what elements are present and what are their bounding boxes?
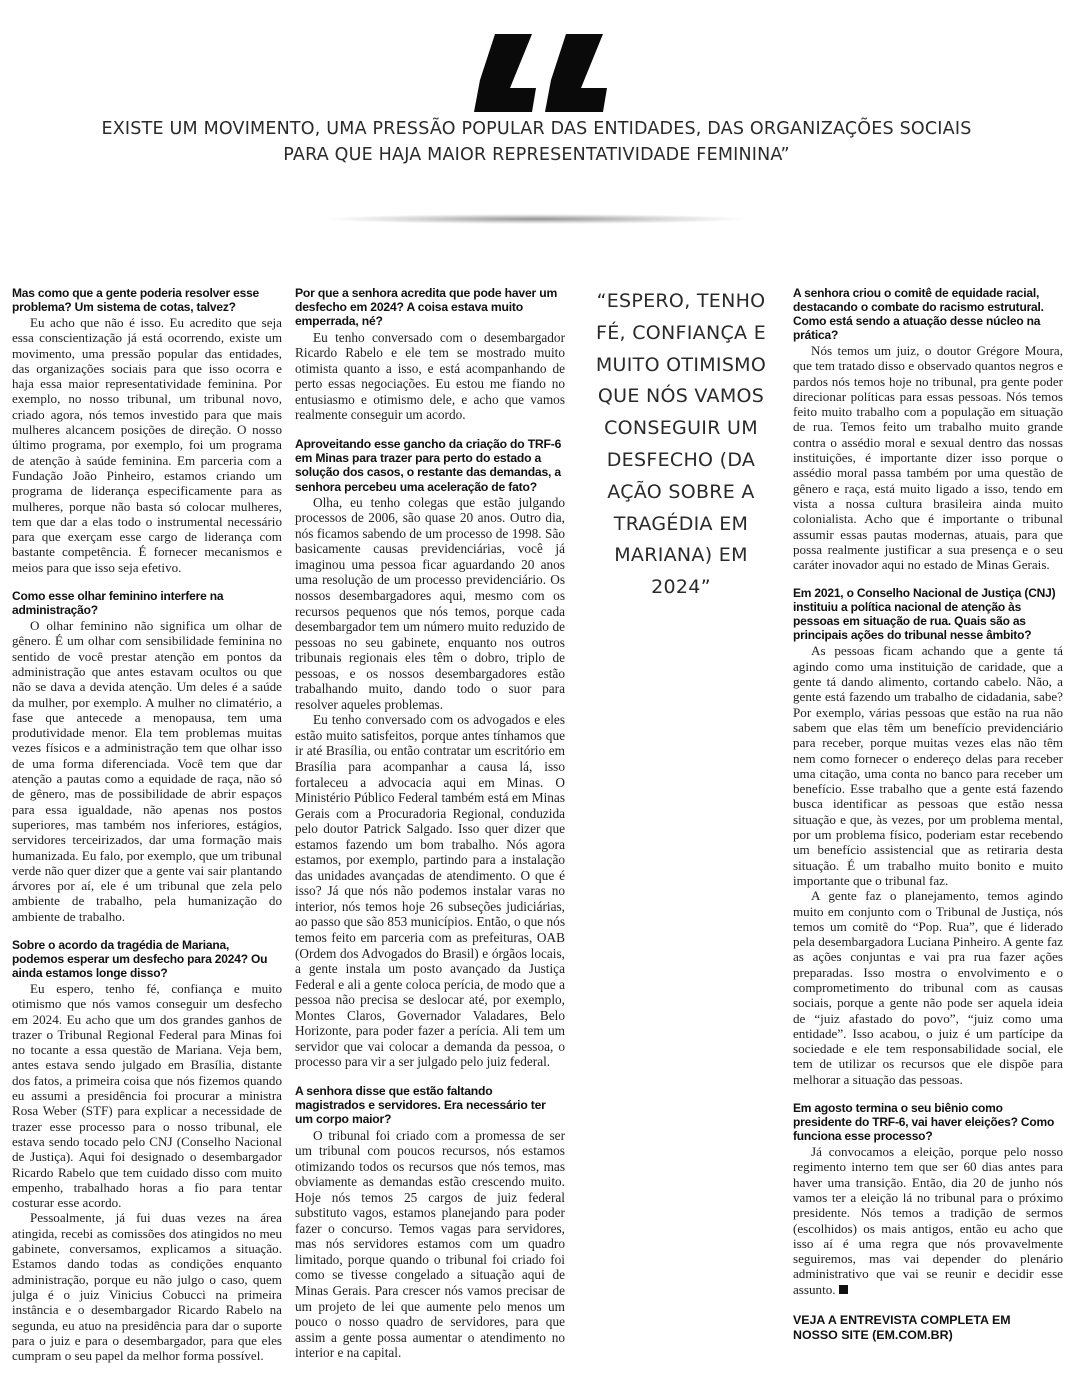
interview-answer-paragraph (295, 712, 565, 1070)
interview-question: Mas como que a gente poderia resolver esse problema? Um sistema de cotas, talvez? (12, 286, 260, 314)
interview-question: Sobre o acordo da tragédia de Mariana, podemos esperar um desfecho para 2024? Ou ainda estamos longe disso? (12, 937, 268, 980)
interview-answer-paragraph (793, 1144, 1063, 1297)
interview-question: Como esse olhar feminino interfere na administração? (12, 589, 224, 618)
interview-answer-paragraph (295, 495, 565, 713)
paragraph-gap (295, 423, 565, 437)
article-column-2 (295, 286, 565, 1361)
paragraph-gap (295, 1070, 565, 1084)
answer-text: Nós temos um juiz, o doutor Grégore Moura, que tem tratado disso e observado quantos negros e pardos nós temos hoje no tribunal, pra gente poder direcionar políticas para essas pessoas. Nós temos feito muito trabalho com a população em situação de rua. Temos feito um trabalho muito grande contra o assédio moral e sexual dentro das nossas instituições, é importante dizer isso porque o assédio moral passa também por uma questão de gênero e raça, está muito ligado a isso, tendo em vista a nossa cultura brasileira ainda muito colonialista. Acho que é importante o tribunal assumir essas pautas modernas, atuais, para que possa realmente justificar a sua presença e o seu caráter inovador aqui no estado de Minas Gerais. (793, 343, 1063, 573)
pull-quote-top (60, 116, 1013, 168)
interview-answer-paragraph (793, 343, 1063, 572)
interview-answer-paragraph (12, 618, 282, 924)
quotation-mark-glyph (474, 34, 607, 112)
answer-text: Olha, eu tenho colegas que estão julgando processos de 2006, são quase 20 anos. Outro dia, nós ficamos sabendo de um processo de 1998. São basicamente causas previdenciárias, você já imaginou uma pessoa ficar aguardando 20 anos uma resolução de um processo previdenciário. Os nossos desembargadores aqui, mesmo com os recursos pequenos que nós temos, porque cada desembargador tem um número muito reduzido de pessoas no seu gabinete, enquanto nos outros tribunais regionais eles têm o dobro, triplo de pessoas, e os nossos desembargadores estão trabalhando muito, dando todo o suor para resolver aqueles problemas. (295, 494, 565, 712)
end-of-article-icon (839, 1285, 848, 1294)
answer-text: Eu tenho conversado com o desembargador Ricardo Rabelo e ele tem se mostrado muito otimista quanto a isso, e está acompanhando de perto essas negociações. Eu estou me fiando no entusiasmo e otimismo dele, e acho que vamos realmente conseguir um acordo. (295, 329, 565, 423)
shadow-divider (330, 214, 743, 224)
site-note-line2: NOSSO SITE (EM.COM.BR) (793, 1328, 953, 1342)
interview-answer-paragraph (793, 888, 1063, 1087)
interview-question: Em agosto termina o seu biênio como presidente do TRF-6, vai haver eleições? Como funciona esse processo? (793, 1101, 1055, 1144)
site-note-line1: VEJA A ENTREVISTA COMPLETA EM (793, 1313, 1011, 1327)
pull-quote-side: “ESPERO, TENHO FÉ, CONFIANÇA E MUITO OTIMISMO QUE NÓS VAMOS CONSEGUIR UM DESFECHO (DA AÇÃO SOBRE A TRAGÉDIA EM MARIANA) EM 2024” (595, 290, 767, 599)
article-column-4 (793, 286, 1063, 1297)
answer-text: As pessoas ficam achando que a gente tá agindo como uma instituição de caridade, que a gente tá dando alimento, cortando cabelo. Não, a gente está fazendo um trabalho de cidadania, sabe? Por exemplo, várias pessoas que estão na rua não sabem que elas têm um benefício previdenciário para receber, porque muitas vezes elas não têm nem como fornecer o endereço delas para receber uma citação, uma conta no banco para receber um benefício. Esse trabalho que a gente está fazendo busca identificar as pessoas que estão nessa situação e que, às vezes, por um problema mental, por um problema físico, poderiam estar recebendo um benefício assistencial que as retiraria desta situação. É um trabalho muito bonito e muito importante que o tribunal faz. (793, 643, 1063, 888)
interview-answer-paragraph (295, 330, 565, 423)
site-note (793, 1313, 1053, 1343)
paragraph-gap (12, 924, 282, 938)
pull-quote-top-line2: PARA QUE HAJA MAIOR REPRESENTATIVIDADE FEMININA” (283, 145, 790, 165)
answer-text: Eu espero, tenho fé, confiança e muito otimismo que nós vamos conseguir um desfecho em 2024. Eu acho que um dos grandes ganhos de trazer o Tribunal Regional Federal para Minas foi no tocante a essa questão de Mariana. Veja bem, antes estava sendo julgado em Brasília, distante dos fatos, a primeira coisa que nós fizemos quando eu assumi a presidência foi procurar a ministra Rosa Weber (STF) para explicar a necessidade de trazer esse processo para o nosso tribunal, ele estava sendo tocado pelo CNJ (Conselho Nacional de Justiça). Aqui foi designado o desembargador Ricardo Rabelo que tem cuidado disso com muito empenho, trabalhado horas a fio para tentar costurar esse acordo. (12, 980, 282, 1211)
interview-answer-paragraph (295, 1128, 565, 1361)
interview-answer-paragraph (793, 643, 1063, 888)
answer-text: Eu tenho conversado com os advogados e eles estão muito satisfeitos, porque antes tínhamos que ir até Brasília, ou então contratar um escritório em Brasília para acompanhar a causa lá, isso fortaleceu a advocacia aqui em Minas. O Ministério Público Federal também está em Minas Gerais com a Procuradoria Regional, conduzida pelo doutor Patrick Salgado. Isso quer dizer que estamos fazendo um bom trabalho. Nós agora estamos, por exemplo, partindo para a instalação das unidades avançadas de atendimento. O que é isso? Já que nós não podemos instalar varas no interior, nós temos hoje 26 subseções judiciárias, ao passo que são 853 municípios. Então, o que nós temos feito em parceria com as prefeituras, OAB (Ordem dos Advogados do Brasil) e órgãos locais, a gente instala um posto avançado da Justiça Federal e ali a gente coloca perícia, de modo que a pessoa não precisa se deslocar até, por exemplo, Montes Claros, Governador Valadares, Belo Horizonte, para poder fazer a perícia. Ali tem um servidor que vai colocar a demanda da pessoa, o processo para vir a ser julgado pelo juiz federal. (295, 712, 565, 1070)
answer-text: O tribunal foi criado com a promessa de ser um tribunal com poucos recursos, nós estamos otimizando todos os recursos que nós temos, mas obviamente as demandas estão crescendo muito. Hoje nós temos 25 cargos de juiz federal substituto vagos, estamos planejando para poder fazer o concurso. Temos vagas para servidores, mas nós servidores estamos com um quadro limitado, porque quando o tribunal foi criado foi como se tivesse congelado a situação aqui de Minas Gerais. Para crescer nós vamos precisar de um projeto de lei que aumente pelo menos um pouco o nosso quadro de servidores, para que assim a gente possa aumentar o atendimento no interior e na capital. (295, 1127, 565, 1361)
answer-text: O olhar feminino não significa um olhar de gênero. É um olhar com sensibilidade feminina no sentido de você prestar atenção em pontos da administração que antes estavam ocultos ou que não se dava a devida atenção. Um deles é a saúde da mulher, por exemplo. A mulher no climatério, a fase que antecede a menopausa, tem uma produtividade menor. Ela tem problemas muitas vezes físicos e a administração tem que olhar isso de uma forma diferenciada. Você tem que dar atenção a pautas como a equidade de raça, não só de gênero, mas de possibilidade de abrir espaços para essa igualdade, não apenas nos postos superiores, mas também nos inferiores, estágios, servidores terceirizados, dar uma formação mais humanizada. Eu falo, por exemplo, que um tribunal verde não quer dizer que a gente vai sair plantando árvores por aí, ele é um tribunal que zela pelo ambiente de trabalho, pela humanização do ambiente de trabalho. (12, 618, 282, 924)
paragraph-gap (793, 1087, 1063, 1101)
paragraph-gap (793, 572, 1063, 586)
answer-text: Pessoalmente, já fui duas vezes na área atingida, recebi as comissões dos atingidos no meu gabinete, conversamos, explicamos a situação. Estamos dando todas as condições enquanto administração, porque eu não julgo o caso, quem julga é o juiz Vinicius Cobucci na primeira instância e o desembargador Ricardo Rabelo na segunda, eu atuo na presidência para dar o suporte para o juiz e para o desembargador, para que eles cumpram o seu papel da melhor forma possível. (12, 1210, 282, 1364)
interview-question: A senhora disse que estão faltando magistrados e servidores. Era necessário ter um corpo maior? (295, 1083, 546, 1127)
article-column-1 (12, 286, 282, 1363)
quotation-mark-icon (470, 28, 620, 114)
pull-quote-top-line1: EXISTE UM MOVIMENTO, UMA PRESSÃO POPULAR DAS ENTIDADES, DAS ORGANIZAÇÕES SOCIAIS (101, 119, 972, 139)
interview-answer-paragraph (12, 315, 282, 575)
answer-text: A gente faz o planejamento, temos agindo muito em conjunto com o Tribunal de Justiça, nós temos um comitê do “Pop. Rua”, que é liderado pela desembargadora Luciana Pinheiro. A gente faz as ações conjuntas e vai pra rua fazer ações preparadas. Isso mostra o envolvimento e o comprometimento do tribunal com as causas sociais, porque a gente não pode ser aquela ideia de “juiz afastado do povo”, “juiz como uma entidade”. Isso acabou, o juiz é um partícipe da sociedade e ele tem responsabilidade social, ele tem de utilizar os recursos que ele dispõe para melhorar a situação das pessoas. (793, 888, 1063, 1087)
interview-question: Em 2021, o Conselho Nacional de Justiça (CNJ) instituiu a política nacional de atenção às pessoas em situação de rua. Quais são as principais ações do tribunal nesse âmbito? (793, 586, 1056, 643)
interview-question: Aproveitando esse gancho da criação do TRF-6 em Minas para trazer para perto do estado a solução dos casos, o restante das demandas, a senhora percebeu uma aceleração de fato? (295, 436, 562, 494)
interview-question: Por que a senhora acredita que pode haver um desfecho em 2024? A coisa estava muito emperrada, né? (295, 286, 558, 329)
interview-question: A senhora criou o comitê de equidade racial, destacando o combate do racismo estrutural. Como está sendo a atuação desse núcleo na prática? (793, 286, 1044, 342)
answer-text: Já convocamos a eleição, porque pelo nosso regimento interno tem que ser 60 dias antes para haver uma transição. Então, dia 20 de junho nós vamos ter a eleição lá no tribunal para o próximo presidente. Nós temos a tradição de sermos (escolhidos) os mais antigos, então eu acho que isso aí é uma regra que nós provavelmente seguiremos, mas vai depender do plenário administrativo que vai se reunir e decidir esse assunto. (793, 1144, 1063, 1297)
interview-answer-paragraph (12, 1210, 282, 1363)
answer-text: Eu acho que não é isso. Eu acredito que seja essa conscientização já está ocorrendo, existe um movimento, uma pressão popular das entidades, das organizações sociais para que isso ocorra e haja essa maior representatividade feminina. Por exemplo, no nosso tribunal, um tribunal novo, criado agora, nós temos investido para que mais mulheres alcancem posições de direção. O nosso último programa, por exemplo, foi um programa de atenção à saúde feminina. Em parceria com a Fundação João Pinheiro, estamos criando um programa de liderança especificamente para as mulheres, porque não basta só colocar mulheres, tem que dar a elas todo o instrumental necessário para que exerçam esse cargo de liderança com bastante competência. É fornecer mecanismos e meios para que isso seja efetivo. (12, 315, 282, 575)
interview-answer-paragraph (12, 981, 282, 1210)
paragraph-gap (12, 575, 282, 589)
